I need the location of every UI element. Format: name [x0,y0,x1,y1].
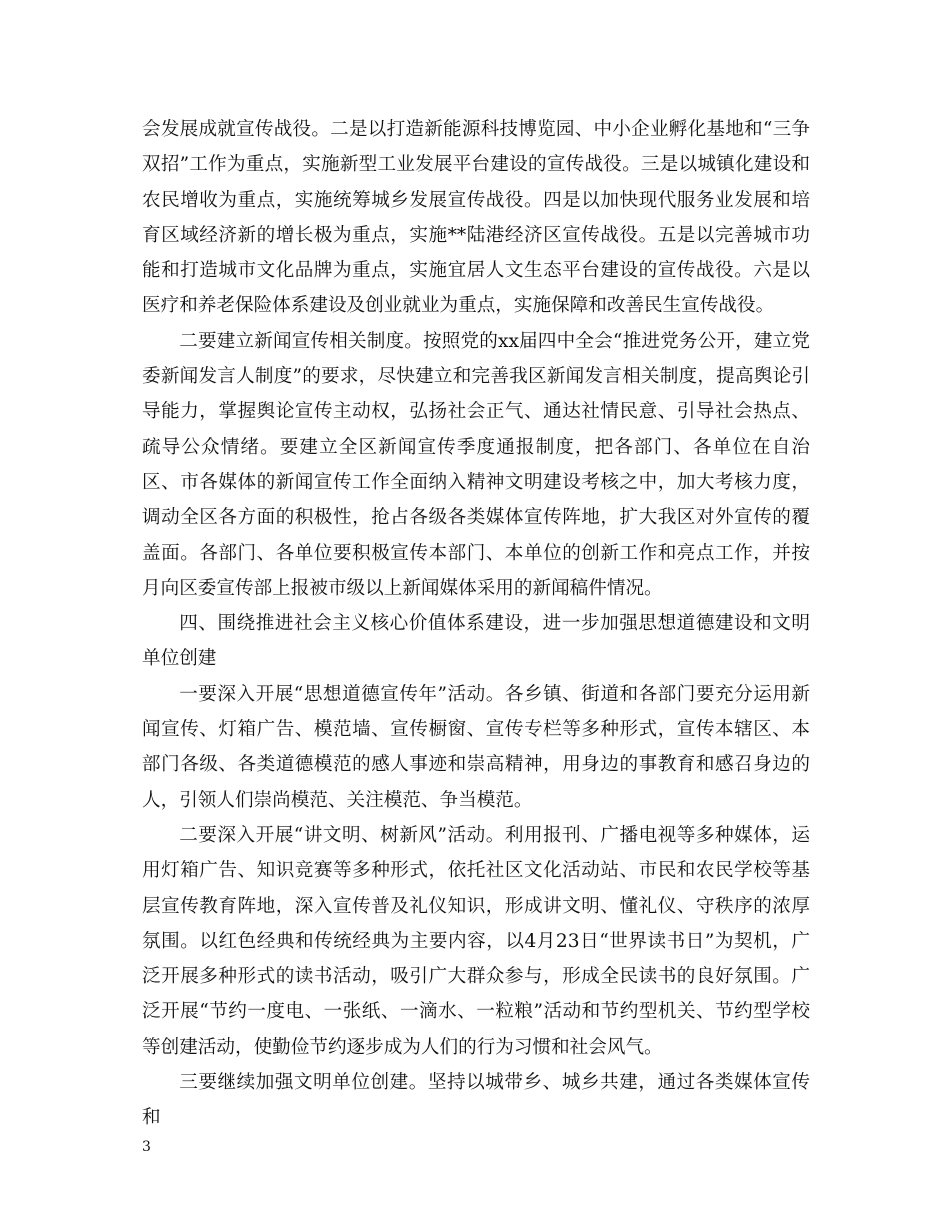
document-body [142,112,810,1136]
paragraph-4: 二要深入开展“讲文明、树新风”活动。利用报刊、广播电视等多种媒体，运用灯箱广告、知识竞赛等多种形式，依托社区文化活动站、市民和农民学校等基层宣传教育阵地，深入宣传普及礼仪知识，形成讲文明、懂礼仪、守秩序的浓厚氛围。以红色经典和传统经典为主要内容，以4月23日“世界读书日”为契机，广泛开展多种形式的读书活动，吸引广大群众参与，形成全民读书的良好氛围。广泛开展“节约一度电、一张纸、一滴水、一粒粮”活动和节约型机关、节约型学校等创建活动，使勤俭节约逐步成为人们的行为习惯和社会风气。 [142,824,810,1058]
section-heading-4: 四、围绕推进社会主义核心价值体系建设，进一步加强思想道德建设和文明单位创建 [142,613,810,670]
paragraph-3: 一要深入开展“思想道德宣传年”活动。各乡镇、街道和各部门要充分运用新闻宣传、灯箱广告、模范墙、宣传橱窗、宣传专栏等多种形式，宣传本辖区、本部门各级、各类道德模范的感人事迹和崇高精神，用身边的事教育和感召身边的人，引领人们崇尚模范、关注模范、争当模范。 [142,683,810,811]
paragraph-1: 会发展成就宣传战役。二是以打造新能源科技博览园、中小企业孵化基地和“三争双招”工作为重点，实施新型工业发展平台建设的宣传战役。三是以城镇化建设和农民增收为重点，实施统筹城乡发展宣传战役。四是以加快现代服务业发展和培育区域经济新的增长极为重点，实施**陆港经济区宣传战役。五是以完善城市功能和打造城市文化品牌为重点，实施宜居人文生态平台建设的宣传战役。六是以医疗和养老保险体系建设及创业就业为重点，实施保障和改善民生宣传战役。 [142,119,810,317]
paragraph-5: 三要继续加强文明单位创建。坚持以城带乡、城乡共建，通过各类媒体宣传和 [142,1072,810,1129]
page-number: 3 [142,1139,151,1155]
paragraph-2: 二要建立新闻宣传相关制度。按照党的xx届四中全会“推进党务公开，建立党委新闻发言人制度”的要求，尽快建立和完善我区新闻发言相关制度，提高舆论引导能力，掌握舆论宣传主动权，弘扬社会正气、通达社情民意、引导社会热点、疏导公众情绪。要建立全区新闻宣传季度通报制度，把各部门、各单位在自治区、市各媒体的新闻宣传工作全面纳入精神文明建设考核之中，加大考核力度，调动全区各方面的积极性，抢占各级各类媒体宣传阵地，扩大我区对外宣传的覆盖面。各部门、各单位要积极宣传本部门、本单位的创新工作和亮点工作，并按月向区委宣传部上报被市级以上新闻媒体采用的新闻稿件情况。 [142,330,810,599]
